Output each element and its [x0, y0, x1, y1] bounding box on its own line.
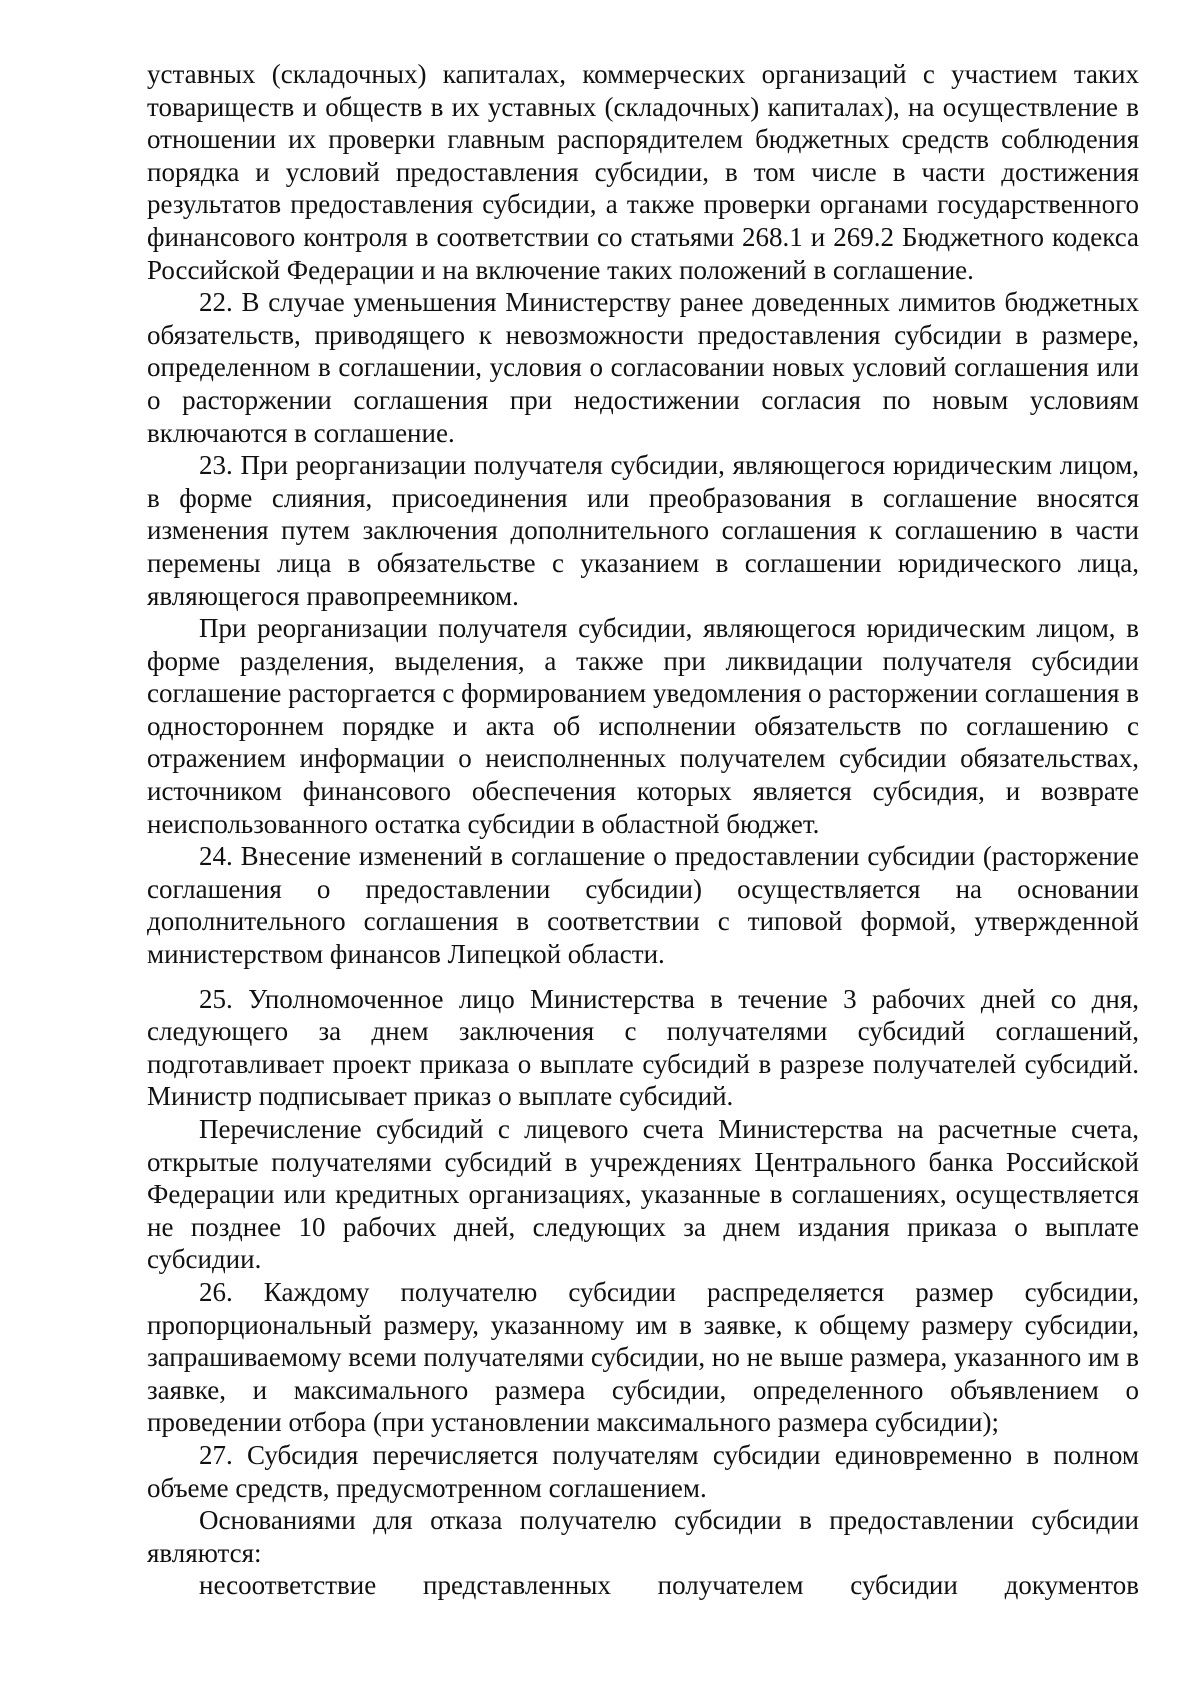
paragraph-27-refusal-grounds: Основаниями для отказа получателю субсидии в предоставлении субсидии являются: [147, 1505, 1139, 1568]
paragraph-23: 23. При реорганизации получателя субсидии, являющегося юридическим лицом, в форме слияния, присоединения или преобразования в соглашение вносятся изменения путем заключения дополнительного соглашения к соглашению в части перемены лица в обязательстве с указанием в соглашении юридического лица, являющегося правопреемником. [147, 450, 1139, 611]
paragraph-25: 25. Уполномоченное лицо Министерства в течение 3 рабочих дней со дня, следующего за днем заключения с получателями субсидий соглашений, подготавливает проект приказа о выплате субсидий в разрезе получателей субсидий. Министр подписывает приказ о выплате субсидий. [147, 983, 1139, 1112]
document-page [147, 58, 1139, 1602]
paragraph-24: 24. Внесение изменений в соглашение о предоставлении субсидии (расторжение соглашения о предоставлении субсидии) осуществляется на основании дополнительного соглашения в соответствии с типовой формой, утвержденной министерством финансов Липецкой области. [147, 841, 1139, 970]
paragraph-27-list-item: несоответствие представленных получателем субсидии документов [199, 1570, 1139, 1601]
paragraph-continuation: уставных (складочных) капиталах, коммерческих организаций с участием таких товариществ и обществ в их уставных (складочных) капиталах), на осуществление в отношении их проверки главным распорядителем бюджетных средств соблюдения порядка и условий предоставления субсидии, в том числе в части достижения результатов предоставления субсидии, а также проверки органами государственного финансового контроля в соответствии со статьями 268.1 и 269.2 Бюджетного кодекса Российской Федерации и на включение таких положений в соглашение. [147, 59, 1139, 285]
paragraph-25-transfer: Перечисление субсидий с лицевого счета Министерства на расчетные счета, открытые получателями субсидий в учреждениях Центрального банка Российской Федерации или кредитных организациях, указанные в соглашениях, осуществляется не позднее 10 рабочих дней, следующих за днем издания приказа о выплате субсидии. [147, 1114, 1139, 1275]
paragraph-22: 22. В случае уменьшения Министерству ранее доведенных лимитов бюджетных обязательств, приводящего к невозможности предоставления субсидии в размере, определенном в соглашении, условия о согласовании новых условий соглашения или о расторжении соглашения при недостижении согласия по новым условиям включаются в соглашение. [147, 287, 1139, 448]
paragraph-27: 27. Субсидия перечисляется получателям субсидии единовременно в полном объеме средств, предусмотренном соглашением. [147, 1439, 1139, 1503]
paragraph-23-reorganization: При реорганизации получателя субсидии, являющегося юридическим лицом, в форме разделения, выделения, а также при ликвидации получателя субсидии соглашение расторгается с формированием уведомления о расторжении соглашения в одностороннем порядке и акта об исполнении обязательств по соглашению с отражением информации о неисполненных получателем субсидии обязательствах, источником финансового обеспечения которых является субсидия, и возврате неиспользованного остатка субсидии в областной бюджет. [147, 613, 1139, 839]
paragraph-26: 26. Каждому получателю субсидии распределяется размер субсидии, пропорциональный размеру, указанному им в заявке, к общему размеру субсидии, запрашиваемому всеми получателями субсидии, но не выше размера, указанного им в заявке, и максимального размера субсидии, определенного объявлением о проведении отбора (при установлении максимального размера субсидии); [147, 1276, 1139, 1438]
